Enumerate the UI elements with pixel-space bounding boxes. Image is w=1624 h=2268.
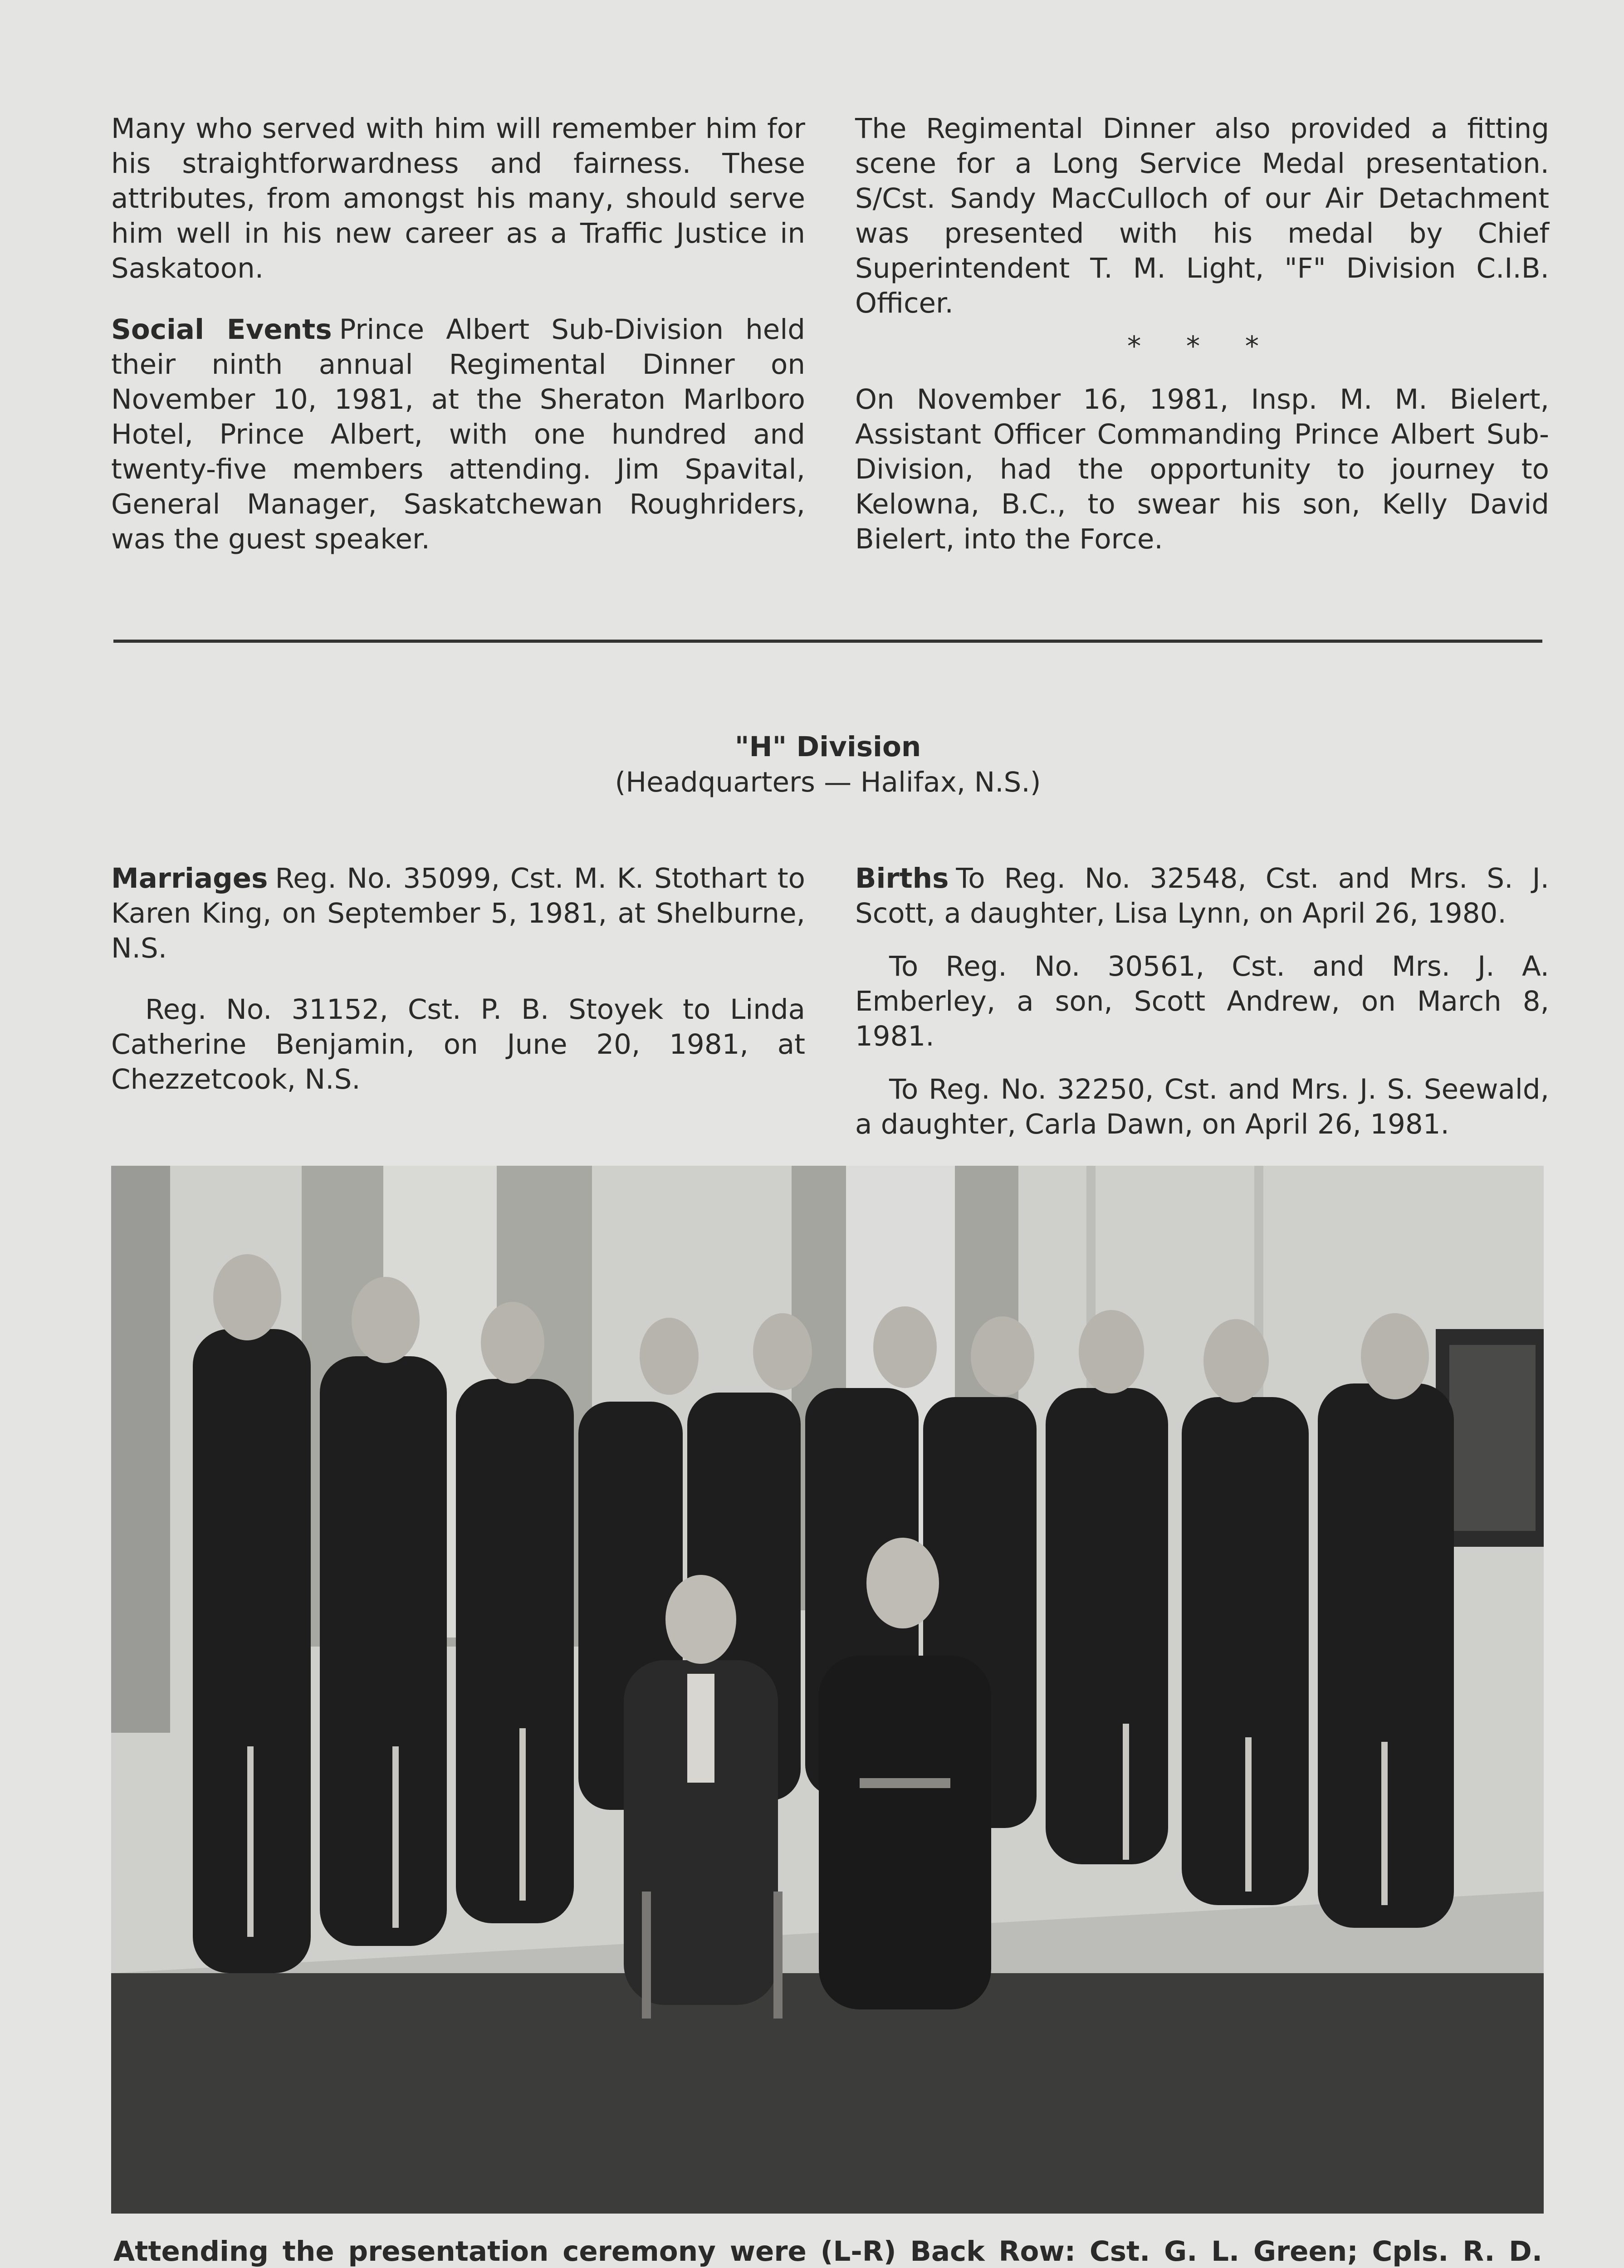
group-photograph-illustration (111, 1166, 1544, 2214)
marriage-entry: Reg. No. 31152, Cst. P. B. Stoyek to Linda Catherine Benjamin, on June 20, 1981, at Chezzetcook, N.S. (111, 993, 805, 1095)
top-right-column (855, 111, 1549, 583)
group-photograph (111, 1166, 1544, 2214)
social-events-paragraph (111, 312, 805, 557)
division-subtitle: (Headquarters — Halifax, N.S.) (615, 766, 1041, 798)
medal-paragraph: The Regimental Dinner also provided a fitting scene for a Long Service Medal presentation. S/Cst. Sandy MacCulloch of our Air Detachment was presented with his medal by Chief Superintendent T. M. Light, "F" Division C.I.B. Officer. (855, 112, 1549, 319)
births-heading: Births (855, 862, 949, 894)
marriages-heading: Marriages (111, 862, 268, 894)
social-events-text: Prince Albert Sub-Division held their ninth annual Regimental Dinner on November 10, 1981, at the Sheraton Marlboro Hotel, Prince Albert, with one hundred and twenty-five members attending. Jim Spavital, General Manager, Saskatchewan Roughriders, was the guest speaker. (111, 313, 805, 555)
births-column (855, 861, 1549, 1168)
birth-entry: To Reg. No. 30561, Cst. and Mrs. J. A. Emberley, a son, Scott Andrew, on March 8, 1981. (855, 950, 1549, 1052)
section-separator: * * * (1127, 330, 1277, 362)
marriage-entry (111, 861, 805, 966)
top-left-column (111, 111, 805, 583)
horizontal-rule (113, 640, 1542, 643)
birth-entry-text: To Reg. No. 32548, Cst. and Mrs. S. J. Scott, a daughter, Lisa Lynn, on April 26, 1980. (855, 862, 1549, 929)
division-heading (113, 729, 1542, 800)
social-events-heading: Social Events (111, 313, 332, 346)
marriages-column (111, 861, 805, 1123)
birth-entry (855, 861, 1549, 931)
division-title: "H" Division (734, 731, 921, 763)
photo-caption: Attending the presentation ceremony were (L-R) Back Row: Cst. G. L. Green; Cpls. R. D. (113, 2235, 1542, 2268)
farewell-paragraph: Many who served with him will remember him for his straightforwardness and fairness. These attributes, from amongst his many, should serve him well in his new career as a Traffic Justice in Saskatoon. (111, 112, 805, 284)
swearing-in-paragraph: On November 16, 1981, Insp. M. M. Bielert, Assistant Officer Commanding Prince Albert Sub-Division, had the opportunity to journey to Kelowna, B.C., to swear his son, Kelly David Bielert, into the Force. (855, 383, 1549, 555)
marriage-entry-text: Reg. No. 35099, Cst. M. K. Stothart to Karen King, on September 5, 1981, at Shelburne, N.S. (111, 862, 805, 964)
birth-entry: To Reg. No. 32250, Cst. and Mrs. J. S. Seewald, a daughter, Carla Dawn, on April 26, 1981. (855, 1073, 1549, 1140)
